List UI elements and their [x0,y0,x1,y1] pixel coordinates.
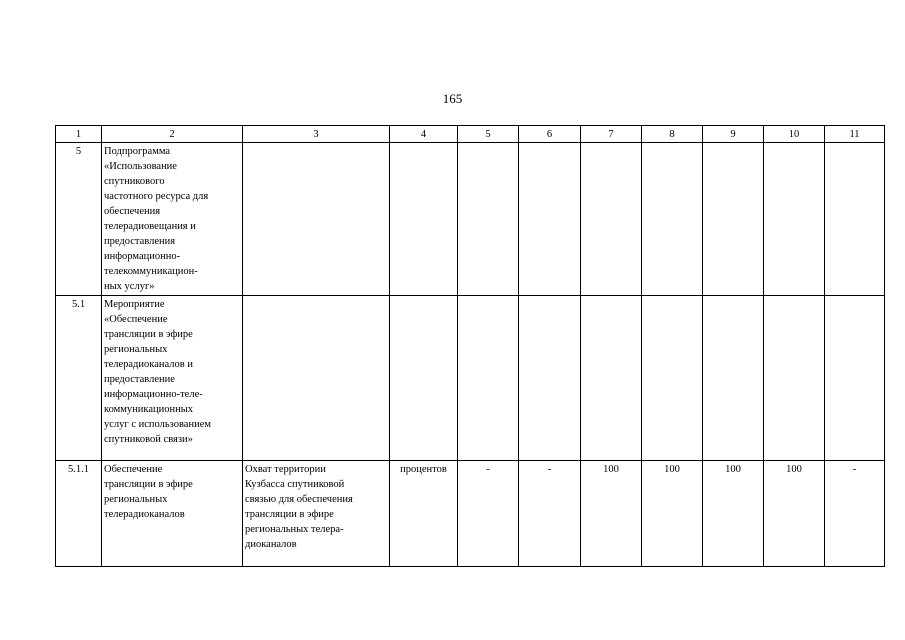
table-row-subprogram [56,143,885,296]
row-value [581,143,642,296]
row-value [519,296,581,461]
table-row-measure [56,296,885,461]
row-value: 100 [642,461,703,567]
column-header: 2 [102,126,243,143]
column-header: 7 [581,126,642,143]
column-header: 3 [243,126,390,143]
program-table [55,125,885,567]
column-header: 11 [825,126,885,143]
row-value: 100 [703,461,764,567]
row-value [764,296,825,461]
row-value [825,143,885,296]
row-indicator [243,143,390,296]
row-unit: процентов [390,461,458,567]
row-number: 5 [56,143,102,296]
header-row [56,126,885,143]
column-header: 6 [519,126,581,143]
column-header: 4 [390,126,458,143]
row-value [764,143,825,296]
row-value [458,296,519,461]
row-value: - [458,461,519,567]
row-value [581,296,642,461]
row-value [458,143,519,296]
row-value [825,296,885,461]
page-number: 165 [442,91,463,106]
row-unit [390,296,458,461]
row-value: - [825,461,885,567]
row-indicator [243,296,390,461]
column-header: 9 [703,126,764,143]
row-value: - [519,461,581,567]
column-header: 1 [56,126,102,143]
row-indicator: Охват территории Кузбасса спутниковой связью для обеспечения трансляции в эфире региональных телера- диоканалов [243,461,390,567]
row-value [519,143,581,296]
row-name: Мероприятие «Обеспечение трансляции в эфире региональных телерадиоканалов и предоставление информационно-теле- коммуникационных услуг с использованием спутниковой связи» [102,296,243,461]
row-value [642,296,703,461]
row-value [703,296,764,461]
row-value: 100 [764,461,825,567]
row-value [642,143,703,296]
table-row-indicator [56,461,885,567]
column-header: 5 [458,126,519,143]
row-name: Обеспечение трансляции в эфире региональных телерадиоканалов [102,461,243,567]
column-header: 8 [642,126,703,143]
row-value: 100 [581,461,642,567]
row-number: 5.1.1 [56,461,102,567]
row-number: 5.1 [56,296,102,461]
row-unit [390,143,458,296]
row-value [703,143,764,296]
column-header: 10 [764,126,825,143]
row-name: Подпрограмма «Использование спутникового частотного ресурса для обеспечения телерадиовещания и предоставления информационно- телекоммуникацион- ных услуг» [102,143,243,296]
